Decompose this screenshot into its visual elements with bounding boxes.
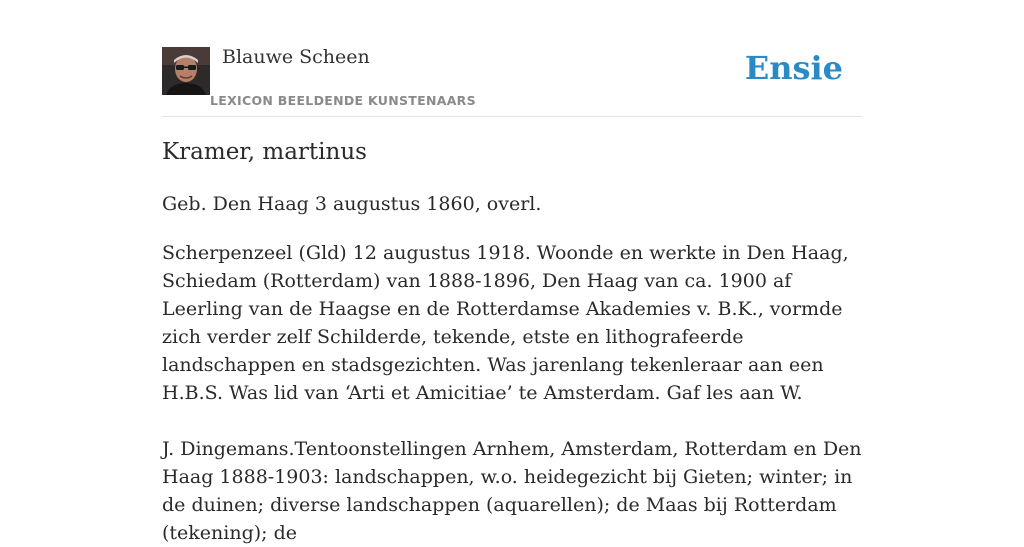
article-paragraph: Scherpenzeel (Gld) 12 augustus 1918. Woonde en werkte in Den Haag, Schiedam (Rotterdam) van 1888-1896, Den Haag van ca. 1900 af Leerling van de Haagse en de Rotterdamse Akademies v. B.K., vormde zich verder zelf Schilderde, tekende, etste en lithografeerde landschappen en stadsgezichten. Was jarenlang tekenleraar aan een H.B.S. Was lid van ‘Arti et Amicitiae’ te Amsterdam. Gaf les aan W. (162, 242, 849, 404)
author-name[interactable]: Blauwe Scheen (222, 46, 370, 68)
article-header (162, 0, 862, 117)
author-avatar[interactable] (162, 47, 210, 95)
person-portrait-icon (162, 47, 210, 95)
article-page (162, 0, 862, 544)
page-title: Kramer, martinus (162, 139, 367, 165)
site-logo[interactable]: Ensie (744, 49, 843, 87)
collection-label[interactable]: LEXICON BEELDENDE KUNSTENAARS (210, 93, 476, 108)
article-body (162, 239, 862, 547)
article-intro: Geb. Den Haag 3 augustus 1860, overl. (162, 193, 542, 215)
article-paragraph: J. Dingemans.Tentoonstellingen Arnhem, Amsterdam, Rotterdam en Den Haag 1888-1903: landschappen, w.o. heidegezicht bij Gieten; winter; in de duinen; diverse landschappen (aquarellen); de Maas bij Rotterdam (tekening); de (162, 438, 862, 544)
